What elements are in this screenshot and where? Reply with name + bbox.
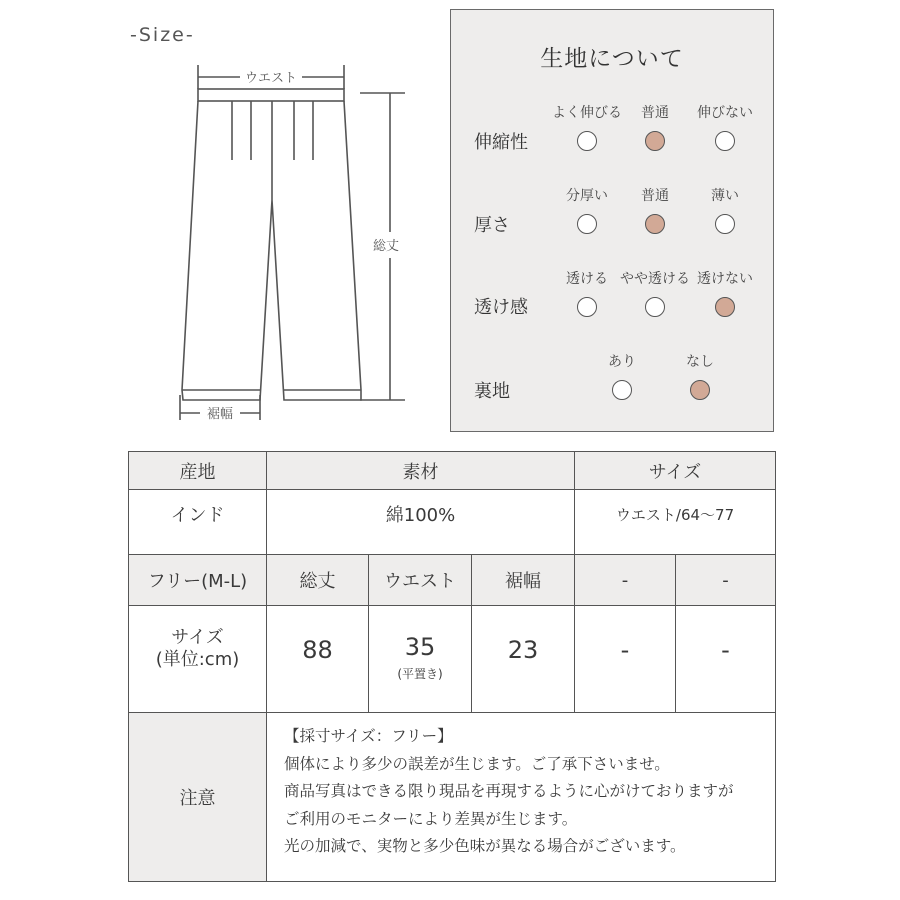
- thickness-option-normal: 普通: [610, 185, 700, 234]
- length-label: 総丈: [372, 239, 400, 254]
- option-circle: [715, 131, 735, 151]
- size-row-label: フリー(M-L): [129, 555, 267, 606]
- lining-label: 裏地: [474, 381, 510, 402]
- option-circle: [645, 131, 665, 151]
- sheerness-option-none: 透けない: [680, 268, 770, 317]
- note-line: 商品写真はできる限り現品を再現するように心がけておりますが: [284, 782, 734, 800]
- note-line: 個体により多少の誤差が生じます。ご了承下さいませ。: [284, 754, 670, 773]
- note-header: 注意: [129, 713, 267, 882]
- thickness-label: 厚さ: [474, 215, 510, 236]
- spec-table: [128, 451, 776, 882]
- waist-value-note: (平置き): [397, 666, 443, 681]
- empty-value-2: -: [676, 606, 776, 713]
- option-circle: [645, 297, 665, 317]
- waist-label: ウエスト: [244, 71, 298, 86]
- origin-header: 産地: [129, 452, 267, 490]
- stretch-option-high: よく伸びる: [542, 102, 632, 151]
- material-value: 綿100%: [267, 490, 575, 555]
- col-hem-header: 裾幅: [472, 555, 575, 606]
- pants-diagram: [150, 55, 440, 435]
- waist-value: 35: [404, 632, 436, 661]
- stretch-option-normal: 普通: [610, 102, 700, 151]
- length-value: 88: [267, 606, 369, 713]
- stretch-label: 伸縮性: [474, 132, 528, 153]
- option-circle: [690, 380, 710, 400]
- lining-option-yes: あり: [577, 351, 667, 400]
- material-header: 素材: [267, 452, 575, 490]
- notes: [267, 713, 776, 882]
- size-header: サイズ: [575, 452, 776, 490]
- option-circle: [577, 214, 597, 234]
- col-empty-header-2: -: [676, 555, 776, 606]
- col-length-header: 総丈: [267, 555, 369, 606]
- col-waist-header: ウエスト: [369, 555, 472, 606]
- size-value: ウエスト/64～77: [575, 490, 776, 555]
- stretch-option-none: 伸びない: [680, 102, 770, 151]
- origin-value: インド: [129, 490, 267, 555]
- waist-value-cell: [369, 606, 472, 713]
- unit-label: サイズ (単位:cm): [129, 606, 267, 713]
- fabric-panel: [450, 9, 774, 432]
- col-empty-header-1: -: [575, 555, 676, 606]
- empty-value-1: -: [575, 606, 676, 713]
- sheerness-label: 透け感: [474, 297, 528, 318]
- option-circle: [715, 297, 735, 317]
- thickness-option-thin: 薄い: [680, 185, 770, 234]
- option-circle: [645, 214, 665, 234]
- hem-value: 23: [472, 606, 575, 713]
- hem-label: 裾幅: [206, 407, 234, 422]
- option-circle: [577, 297, 597, 317]
- size-title: -Size-: [130, 24, 195, 46]
- sheerness-option-sheer: 透ける: [542, 268, 632, 317]
- option-circle: [612, 380, 632, 400]
- lining-option-no: なし: [655, 351, 745, 400]
- sheerness-option-slightly: やや透ける: [610, 268, 700, 317]
- option-circle: [577, 131, 597, 151]
- waistband: [198, 89, 344, 101]
- thickness-option-thick: 分厚い: [542, 185, 632, 234]
- note-line: ご利用のモニターにより差異が生じます。: [284, 809, 578, 828]
- note-line: 【採寸サイズ：フリー】: [284, 727, 453, 745]
- option-circle: [715, 214, 735, 234]
- note-line: 光の加減で、実物と多少色味が異なる場合がございます。: [284, 837, 686, 855]
- fabric-title: 生地について: [540, 46, 684, 72]
